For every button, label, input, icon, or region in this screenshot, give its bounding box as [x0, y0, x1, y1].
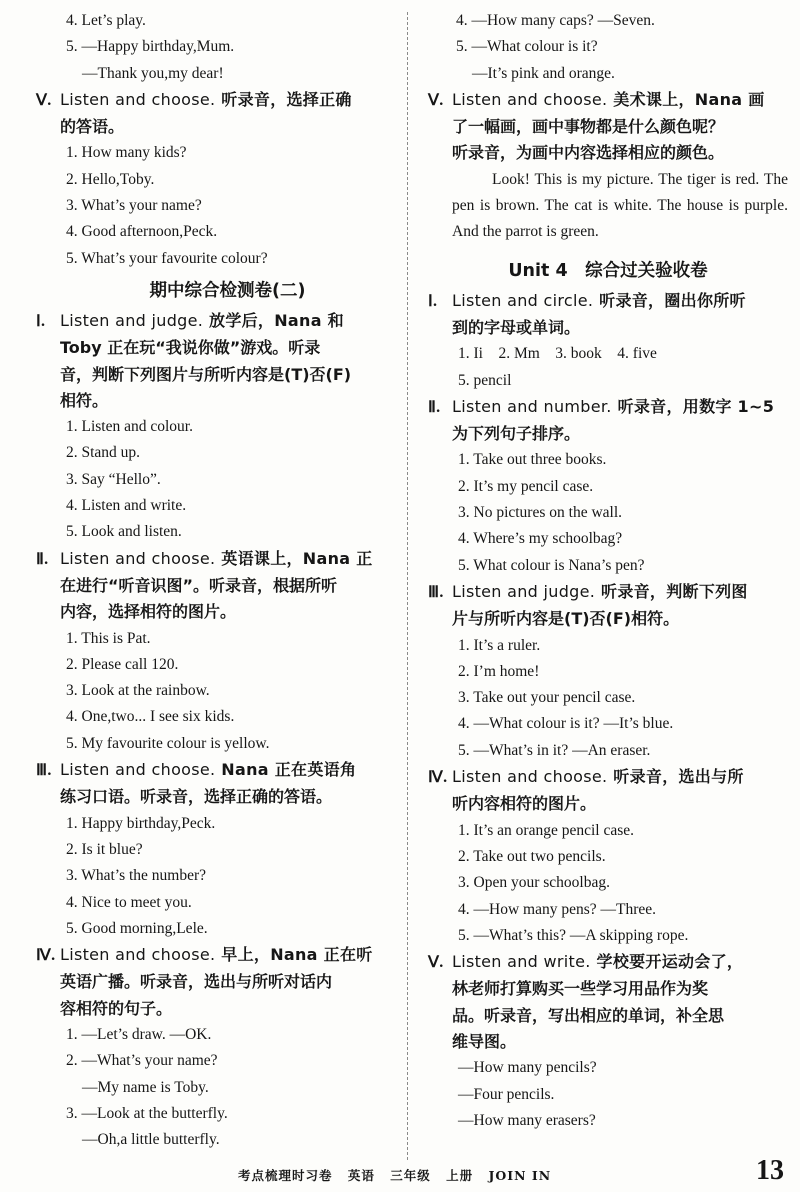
section-heading: Ⅱ. Listen and number. 听录音，用数字 1~5	[428, 396, 775, 416]
footer-subject: 英语	[347, 1168, 375, 1183]
list-item: 5. —What’s in it? —An eraser.	[458, 741, 651, 759]
list-item: 3. Say “Hello”.	[66, 470, 161, 488]
section-instruction: 练习口语。听录音，选择正确的答语。	[60, 787, 333, 807]
page-footer	[238, 1166, 561, 1184]
list-item: —It’s pink and orange.	[472, 64, 615, 82]
list-item: 1. Happy birthday,Peck.	[66, 814, 216, 832]
list-item: 1. —Let’s draw. —OK.	[66, 1025, 212, 1043]
list-item: 2. Hello,Toby.	[66, 170, 155, 188]
section-heading: Ⅱ. Listen and choose. 英语课上，Nana 正	[36, 548, 373, 568]
list-item: —Oh,a little butterfly.	[82, 1131, 220, 1149]
section-instruction: 听录音，为画中内容选择相应的颜色。	[452, 143, 725, 163]
list-item: 3. Open your schoolbag.	[458, 874, 610, 892]
list-item: 4. Good afternoon,Peck.	[66, 223, 218, 241]
footer-book-title: 考点梳理时习卷	[238, 1168, 333, 1183]
list-item: 5. pencil	[458, 371, 512, 389]
list-item: 4. —How many pens? —Three.	[458, 900, 657, 918]
list-item: 5. What’s your favourite colour?	[66, 249, 268, 267]
list-item: 1. Take out three books.	[458, 451, 607, 469]
list-item: 4. Listen and write.	[66, 497, 187, 515]
list-item: —My name is Toby.	[82, 1078, 209, 1096]
section-instruction: 英语广播。听录音，选出与所听对话内	[60, 972, 333, 992]
list-item: 2. It’s my pencil case.	[458, 477, 594, 495]
list-item: 4. —How many caps? —Seven.	[456, 12, 655, 29]
section-heading: Ⅳ. Listen and choose. 早上，Nana 正在听	[36, 945, 373, 965]
list-item: 5. —What colour is it?	[456, 38, 598, 56]
left-column	[36, 8, 405, 1153]
list-item: 1. How many kids?	[66, 144, 187, 162]
list-item: 1. Listen and colour.	[66, 418, 193, 436]
list-item: 3. Take out your pencil case.	[458, 689, 636, 707]
list-item: 4. One,two... I see six kids.	[66, 708, 235, 726]
list-item: 2. Take out two pencils.	[458, 847, 606, 865]
section-instruction: 音，判断下列图片与所听内容是(T)否(F)	[60, 364, 352, 384]
list-item: 4. Nice to meet you.	[66, 893, 192, 911]
list-item: 5. Good morning,Lele.	[66, 919, 208, 937]
list-item: 2. Please call 120.	[66, 655, 179, 673]
list-item: 3. What’s your name?	[66, 197, 202, 215]
section-instruction: 片与所听内容是(T)否(F)相符。	[452, 609, 680, 629]
section-heading: Ⅳ. Listen and choose. 听录音，选出与所	[428, 767, 744, 787]
list-item: 4. —What colour is it? —It’s blue.	[458, 715, 674, 733]
section-heading: Ⅲ. Listen and choose. Nana 正在英语角	[36, 760, 357, 780]
list-item: 5. —What’s this? —A skipping rope.	[458, 926, 689, 944]
footer-term: 上册	[446, 1168, 474, 1183]
section-heading: Ⅴ. Listen and write. 学校要开运动会了，	[428, 952, 744, 972]
list-item: 4. Let’s play.	[66, 12, 146, 29]
section-heading: Ⅰ. Listen and circle. 听录音，圈出你所听	[428, 290, 746, 310]
column-divider	[407, 12, 408, 1160]
list-item: —How many pencils?	[458, 1059, 597, 1077]
list-item: 1. It’s an orange pencil case.	[458, 821, 635, 839]
section-instruction: Toby 正在玩“我说你做”游戏。听录	[60, 338, 321, 358]
list-item: —How many erasers?	[458, 1111, 596, 1129]
list-item: 5. Look and listen.	[66, 523, 182, 541]
section-instruction: 品。听录音，写出相应的单词，补全思	[452, 1005, 725, 1025]
list-item: 1. It’s a ruler.	[458, 636, 541, 654]
section-instruction: 容相符的句子。	[60, 998, 173, 1018]
list-item: 3. Look at the rainbow.	[66, 682, 210, 700]
section-instruction: 了一幅画，画中事物都是什么颜色呢？	[452, 117, 725, 137]
right-column	[428, 8, 788, 1134]
list-item: 2. I’m home!	[458, 662, 540, 680]
list-item: 5. My favourite colour is yellow.	[66, 734, 270, 752]
section-instruction: 林老师打算购买一些学习用品作为奖	[452, 979, 709, 999]
page-number: 13	[756, 1155, 784, 1186]
list-item: 3. —Look at the butterfly.	[66, 1104, 228, 1122]
footer-grade: 三年级	[390, 1168, 431, 1183]
section-instruction: 在进行“听音识图”。听录音，根据所听	[60, 575, 338, 595]
section-instruction: 到的字母或单词。	[452, 317, 581, 337]
list-item: 5. —Happy birthday,Mum.	[66, 38, 235, 56]
list-item: 1. Ii 2. Mm 3. book 4. five	[458, 345, 657, 363]
section-instruction: 听内容相符的图片。	[452, 794, 597, 814]
section-instruction: 维导图。	[452, 1031, 517, 1051]
section-heading: Ⅲ. Listen and judge. 听录音，判断下列图	[428, 581, 748, 601]
section-instruction: 相符。	[60, 390, 109, 410]
footer-edition: JOIN IN	[488, 1168, 552, 1183]
list-item: 4. Where’s my schoolbag?	[458, 530, 623, 548]
list-item: 2. Stand up.	[66, 444, 141, 462]
section-heading: Ⅴ. Listen and choose. 听录音，选择正确	[36, 89, 352, 109]
exam-title: 期中综合检测卷(二)	[149, 280, 306, 301]
section-heading: Ⅰ. Listen and judge. 放学后，Nana 和	[36, 310, 344, 330]
section-instruction: 的答语。	[60, 117, 125, 137]
unit-title: Unit 4 综合过关验收卷	[508, 260, 708, 281]
list-item: 3. No pictures on the wall.	[458, 504, 623, 522]
list-item: 2. —What’s your name?	[66, 1052, 218, 1070]
list-item: —Thank you,my dear!	[82, 64, 224, 82]
list-item: —Four pencils.	[458, 1085, 555, 1103]
section-instruction: 内容，选择相符的图片。	[60, 602, 237, 622]
section-heading: Ⅴ. Listen and choose. 美术课上，Nana 画	[428, 89, 765, 109]
list-item: 5. What colour is Nana’s pen?	[458, 556, 645, 574]
listening-passage: Look! This is my picture. The tiger is red. The pen is brown. The cat is white. The house is purple. And the parrot is green.	[452, 170, 788, 241]
list-item: 1. This is Pat.	[66, 629, 151, 647]
section-instruction: 为下列句子排序。	[452, 424, 581, 444]
list-item: 2. Is it blue?	[66, 840, 143, 858]
list-item: 3. What’s the number?	[66, 867, 207, 885]
